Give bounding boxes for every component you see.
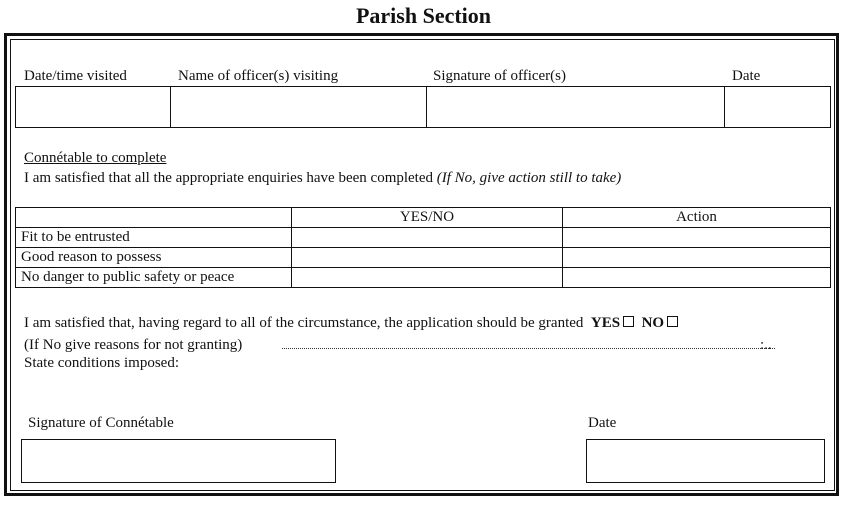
action-cell[interactable] — [563, 228, 831, 248]
page-title: Parish Section — [355, 3, 492, 28]
officer-signature-label: Signature of officer(s) — [433, 68, 567, 84]
table-row — [16, 268, 831, 288]
date-time-visited-label: Date/time visited — [24, 68, 127, 84]
checklist-table — [15, 207, 831, 288]
table-row — [16, 248, 831, 268]
connetable-signature-field[interactable] — [21, 439, 336, 483]
table-header-action: Action — [563, 208, 831, 228]
reasons-prompt: (If No give reasons for not granting) — [24, 337, 243, 353]
conditions-label: State conditions imposed: — [24, 355, 179, 371]
table-row — [16, 228, 831, 248]
enquiries-statement-text: I am satisfied that all the appropriate enquiries have been completed — [24, 170, 434, 186]
connetable-heading: Connétable to complete — [24, 150, 167, 166]
grant-statement — [24, 315, 678, 332]
action-cell[interactable] — [563, 268, 831, 288]
grant-no-label: NO — [641, 315, 665, 331]
yes-no-cell[interactable] — [292, 248, 563, 268]
table-header-row — [16, 208, 831, 228]
grant-yes-label: YES — [590, 315, 621, 331]
officer-name-field[interactable] — [170, 86, 427, 128]
yes-no-cell[interactable] — [292, 268, 563, 288]
yes-no-cell[interactable] — [292, 228, 563, 248]
officer-name-label: Name of officer(s) visiting — [178, 68, 339, 84]
visit-date-field[interactable] — [724, 86, 831, 128]
enquiries-statement-note: (If No, give action still to take) — [436, 170, 622, 186]
row-label-fit-to-be-entrusted: Fit to be entrusted — [16, 228, 292, 248]
officer-signature-field[interactable] — [426, 86, 725, 128]
footer-date-label: Date — [588, 415, 617, 431]
visit-date-label: Date — [732, 68, 761, 84]
footer-date-field[interactable] — [586, 439, 825, 483]
row-label-good-reason: Good reason to possess — [16, 248, 292, 268]
grant-yes-checkbox[interactable] — [623, 316, 634, 327]
action-cell[interactable] — [563, 248, 831, 268]
table-header-yes-no: YES/NO — [292, 208, 563, 228]
enquiries-statement — [24, 170, 621, 187]
reasons-dotted-line[interactable] — [282, 348, 775, 349]
table-header-cell — [16, 208, 292, 228]
grant-statement-text: I am satisfied that, having regard to all of the circumstance, the application should be granted — [24, 315, 584, 331]
connetable-signature-label: Signature of Connétable — [28, 415, 174, 431]
row-label-no-danger: No danger to public safety or peace — [16, 268, 292, 288]
reasons-trail: :.. — [760, 337, 772, 353]
date-time-visited-field[interactable] — [15, 86, 171, 128]
grant-no-checkbox[interactable] — [667, 316, 678, 327]
